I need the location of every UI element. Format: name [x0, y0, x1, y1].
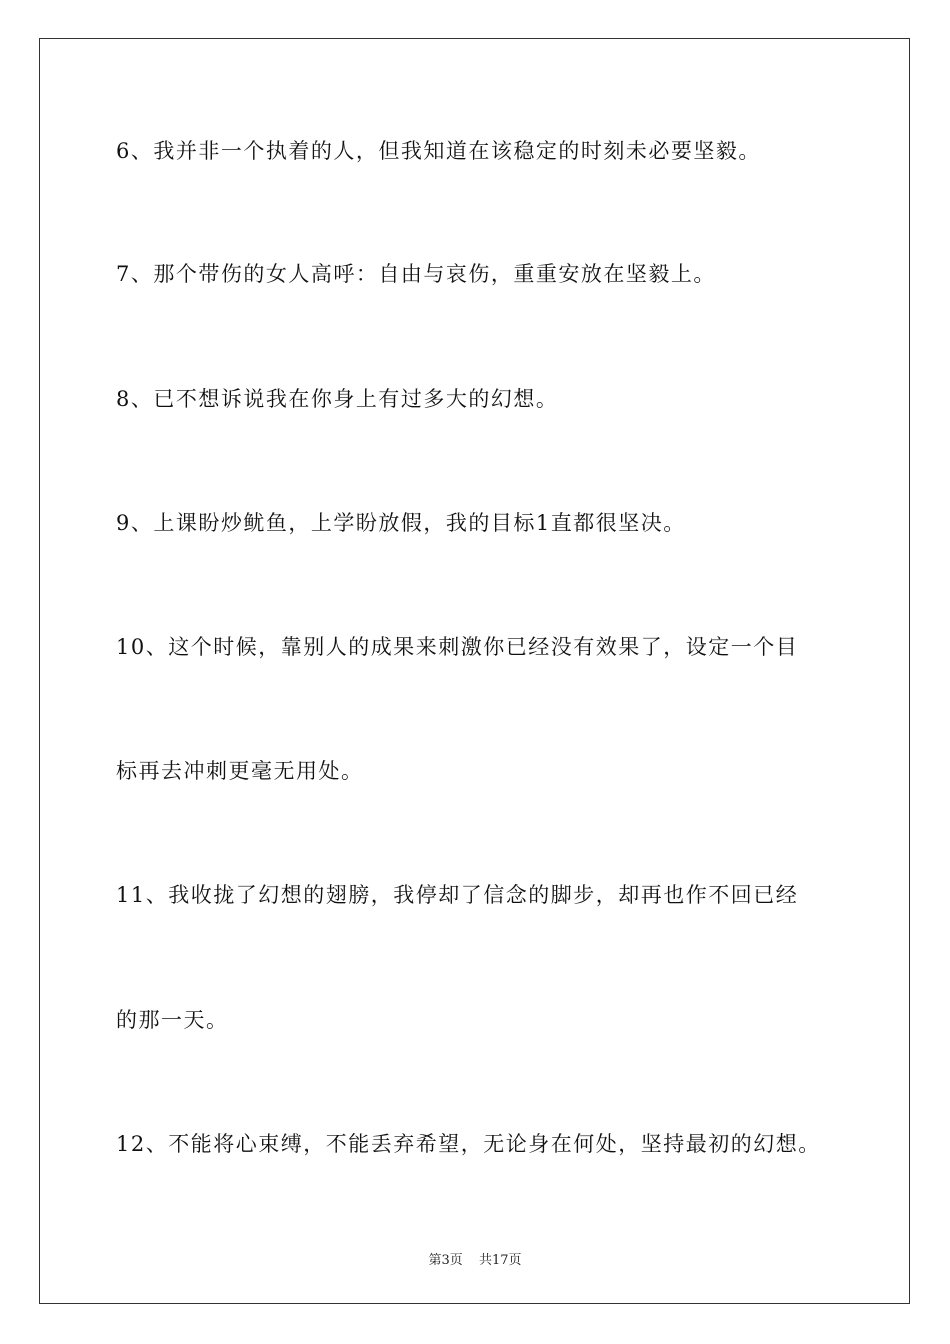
text-line-6: 6、我并非一个执着的人，但我知道在该稳定的时刻未必要坚毅。 — [116, 139, 761, 163]
text-line-7: 7、那个带伤的女人高呼：自由与哀伤，重重安放在坚毅上。 — [116, 262, 716, 286]
page-border — [39, 38, 910, 1304]
text-line-10a: 10、这个时候，靠别人的成果来刺激你已经没有效果了，设定一个目 — [116, 635, 799, 659]
text-line-12: 12、不能将心束缚，不能丢弃希望，无论身在何处，坚持最初的幻想。 — [116, 1132, 821, 1156]
text-line-11a: 11、我收拢了幻想的翅膀，我停却了信念的脚步，却再也作不回已经 — [116, 883, 799, 907]
text-line-10b: 标再去冲刺更毫无用处。 — [116, 759, 364, 783]
text-line-8: 8、已不想诉说我在你身上有过多大的幻想。 — [116, 387, 559, 411]
page-number: 第3页 — [428, 1253, 463, 1268]
page-total: 共17页 — [478, 1253, 522, 1268]
page-footer — [0, 1249, 950, 1268]
text-line-9: 9、上课盼炒鱿鱼，上学盼放假，我的目标1直都很坚决。 — [116, 511, 686, 535]
text-line-11b: 的那一天。 — [116, 1008, 229, 1032]
